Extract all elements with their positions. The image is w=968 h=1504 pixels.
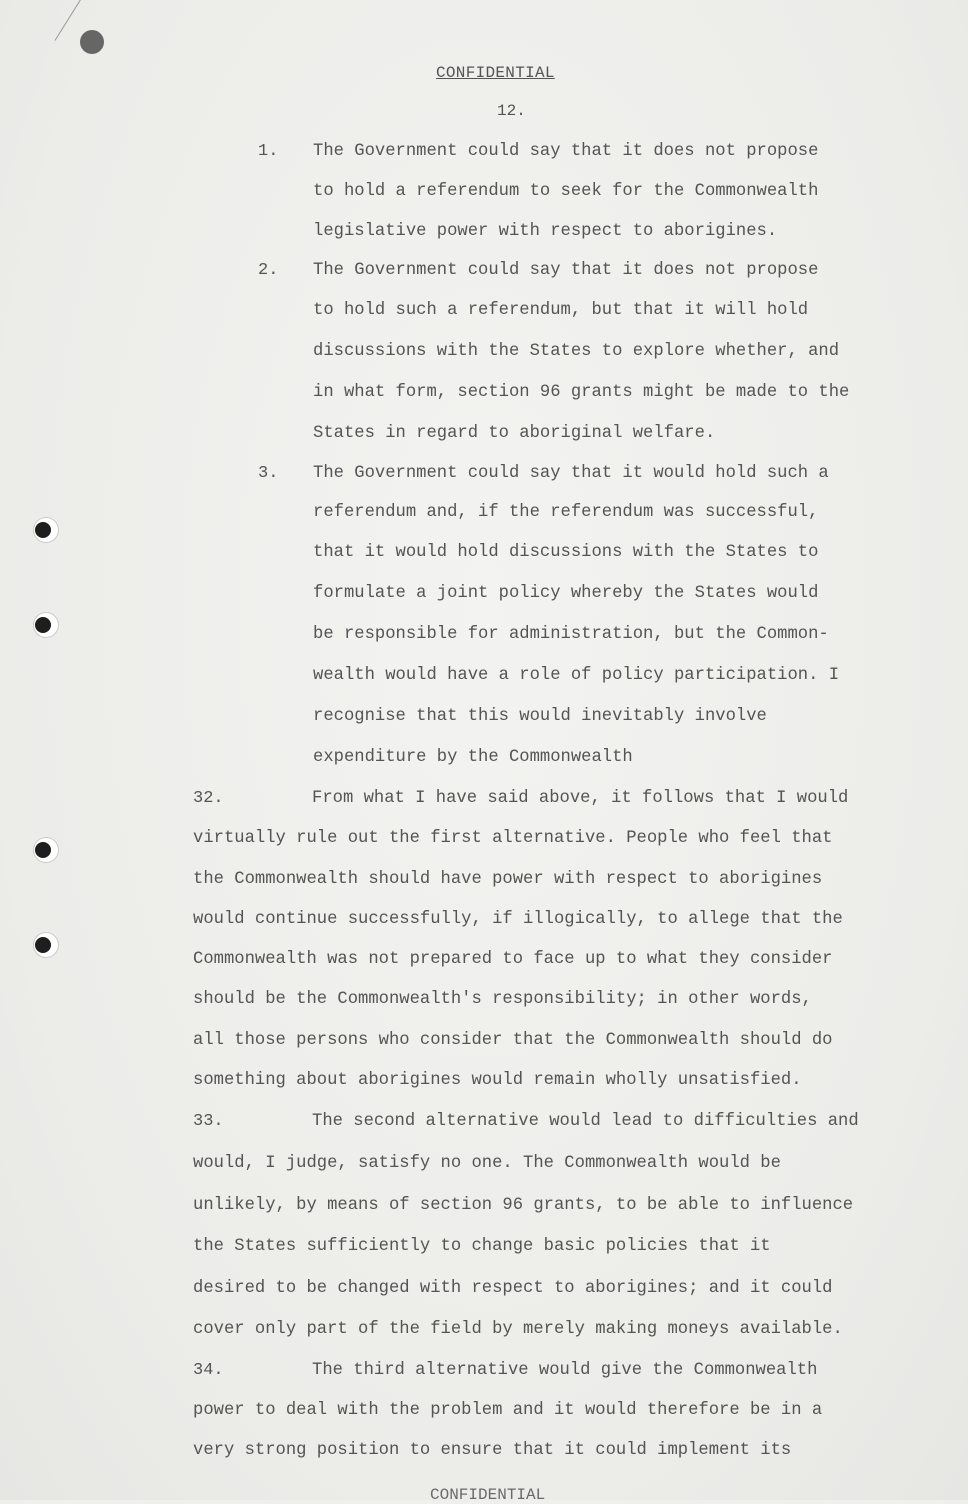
alternative-line: to hold such a referendum, but that it will hold <box>313 301 809 320</box>
alternative-line: formulate a joint policy whereby the States would <box>313 584 819 603</box>
alternative-line: to hold a referendum to seek for the Commonwealth <box>313 182 819 201</box>
alternative-line: The Government could say that it would hold such a <box>313 464 829 483</box>
ink-smudge <box>80 30 104 54</box>
alternative-line: in what form, section 96 grants might be made to the <box>313 383 850 402</box>
alternative-line: The Government could say that it does not propose <box>313 142 819 161</box>
paragraph-line: The second alternative would lead to difficulties and <box>312 1112 859 1131</box>
paragraph-line: the States sufficiently to change basic policies that it <box>193 1237 771 1256</box>
confidential-footer: CONFIDENTIAL <box>430 1486 546 1504</box>
paragraph-line: something about aborigines would remain wholly unsatisfied. <box>193 1071 802 1090</box>
alternative-line: legislative power with respect to aborigines. <box>313 222 778 241</box>
paragraph-line: cover only part of the field by merely making moneys available. <box>193 1320 843 1339</box>
alternative-line: States in regard to aboriginal welfare. <box>313 424 716 443</box>
alternative-line: expenditure by the Commonwealth <box>313 748 633 767</box>
punch-hole <box>33 612 59 638</box>
alternative-number: 2. <box>258 261 279 280</box>
punch-hole <box>33 932 59 958</box>
alternative-line: The Government could say that it does not propose <box>313 261 819 280</box>
alternative-line: that it would hold discussions with the States to <box>313 543 819 562</box>
paragraph-line: very strong position to ensure that it could implement its <box>193 1441 792 1460</box>
confidential-header: CONFIDENTIAL <box>436 64 555 82</box>
paragraph-number: 34. <box>193 1361 224 1380</box>
paragraph-line: unlikely, by means of section 96 grants, to be able to influence <box>193 1196 854 1215</box>
paragraph-line: would, I judge, satisfy no one. The Commonwealth would be <box>193 1154 781 1173</box>
paragraph-line: power to deal with the problem and it would therefore be in a <box>193 1401 823 1420</box>
paragraph-line: desired to be changed with respect to aborigines; and it could <box>193 1279 833 1298</box>
alternative-line: recognise that this would inevitably involve <box>313 707 767 726</box>
paragraph-number: 33. <box>193 1112 224 1131</box>
paragraph-line: the Commonwealth should have power with respect to aborigines <box>193 870 823 889</box>
alternative-number: 1. <box>258 142 279 161</box>
alternative-line: wealth would have a role of policy participation. I <box>313 666 840 685</box>
paragraph-line: would continue successfully, if illogically, to allege that the <box>193 910 843 929</box>
paragraph-line: From what I have said above, it follows that I would <box>312 789 849 808</box>
punch-hole <box>33 517 59 543</box>
punch-hole <box>33 837 59 863</box>
alternative-line: discussions with the States to explore whether, and <box>313 342 840 361</box>
paragraph-line: Commonwealth was not prepared to face up to what they consider <box>193 950 833 969</box>
paragraph-line: should be the Commonwealth's responsibility; in other words, <box>193 990 812 1009</box>
alternative-line: referendum and, if the referendum was successful, <box>313 503 819 522</box>
paragraph-line: The third alternative would give the Commonwealth <box>312 1361 818 1380</box>
paragraph-line: virtually rule out the first alternative. People who feel that <box>193 829 833 848</box>
alternative-number: 3. <box>258 464 279 483</box>
alternative-line: be responsible for administration, but the Common- <box>313 625 829 644</box>
page-number: 12. <box>497 102 526 120</box>
paragraph-line: all those persons who consider that the Commonwealth should do <box>193 1031 833 1050</box>
paragraph-number: 32. <box>193 789 224 808</box>
